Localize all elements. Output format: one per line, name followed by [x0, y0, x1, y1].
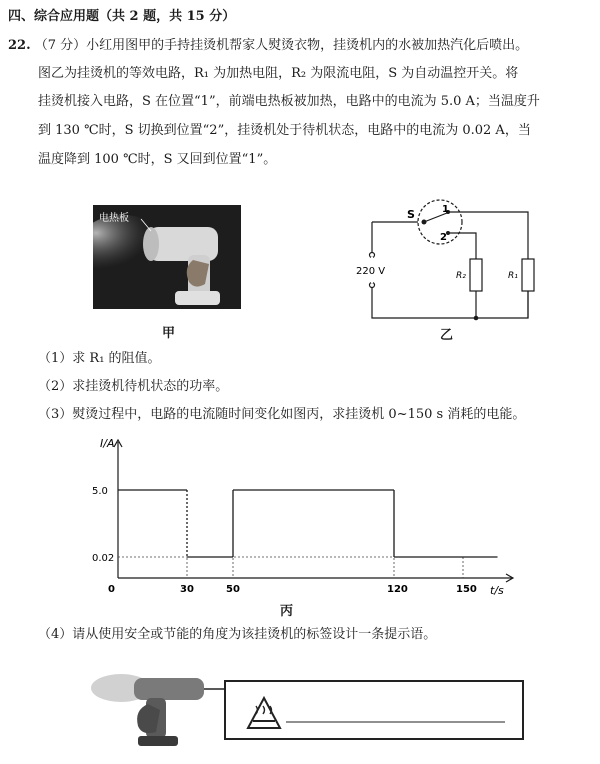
question-line-4: 到 130 ℃时，S 切换到位置“2”，挂烫机处于待机状态，电路中的电流为 0.02 A，当: [38, 123, 531, 138]
y-axis-label: I/A: [100, 437, 115, 450]
question-text-1: （7 分）小红用图甲的手持挂烫机帮家人熨烫衣物，挂烫机内的水被加热汽化后喷出。: [34, 38, 529, 53]
x-tick-label: 0: [108, 584, 115, 595]
x-tick-label: 30: [180, 584, 194, 595]
hot-surface-warning-icon: [248, 698, 280, 728]
section-title: 四、综合应用题（共 2 题，共 15 分）: [8, 9, 236, 24]
sub-question-4: （4）请从使用安全或节能的角度为该挂烫机的标签设计一条提示语。: [38, 627, 437, 642]
voltage-label: 220 V: [356, 266, 386, 277]
photo-label-heater-plate: 电热板: [99, 213, 129, 224]
figure-jia-caption: 甲: [162, 326, 176, 341]
x-tick-label: 50: [226, 584, 240, 595]
figure-bing-caption: 丙: [280, 604, 294, 619]
y-tick-label: 5.0: [92, 486, 108, 497]
r1-label: R₁: [508, 271, 518, 281]
x-tick-label: 150: [456, 584, 477, 595]
question-line-2: 图乙为挂烫机的等效电路，R₁ 为加热电阻，R₂ 为限流电阻，S 为自动温控开关。将: [38, 66, 519, 81]
switch-pos2-label: 2: [440, 232, 447, 243]
x-tick-label: 120: [387, 584, 408, 595]
x-axis-label: t/s: [490, 584, 504, 597]
switch-pos1-label: 1: [442, 204, 449, 215]
sub-question-2: （2）求挂烫机待机状态的功率。: [38, 379, 229, 394]
question-number: 22.: [8, 38, 31, 53]
sub-question-3: （3）熨烫过程中，电路的电流随时间变化如图丙，求挂烫机 0~150 s 消耗的电能。: [38, 407, 526, 422]
sub-question-1: （1）求 R₁ 的阻值。: [38, 351, 161, 366]
question-line-5: 温度降到 100 ℃时，S 又回到位置“1”。: [38, 152, 277, 167]
switch-label: S: [407, 208, 415, 221]
question-line-3: 挂烫机接入电路，S 在位置“1”，前端电热板被加热，电路中的电流为 5.0 A；当温度升: [38, 94, 540, 109]
figure-yi-caption: 乙: [440, 328, 454, 343]
r2-label: R₂: [456, 271, 466, 281]
y-tick-label: 0.02: [92, 553, 115, 564]
